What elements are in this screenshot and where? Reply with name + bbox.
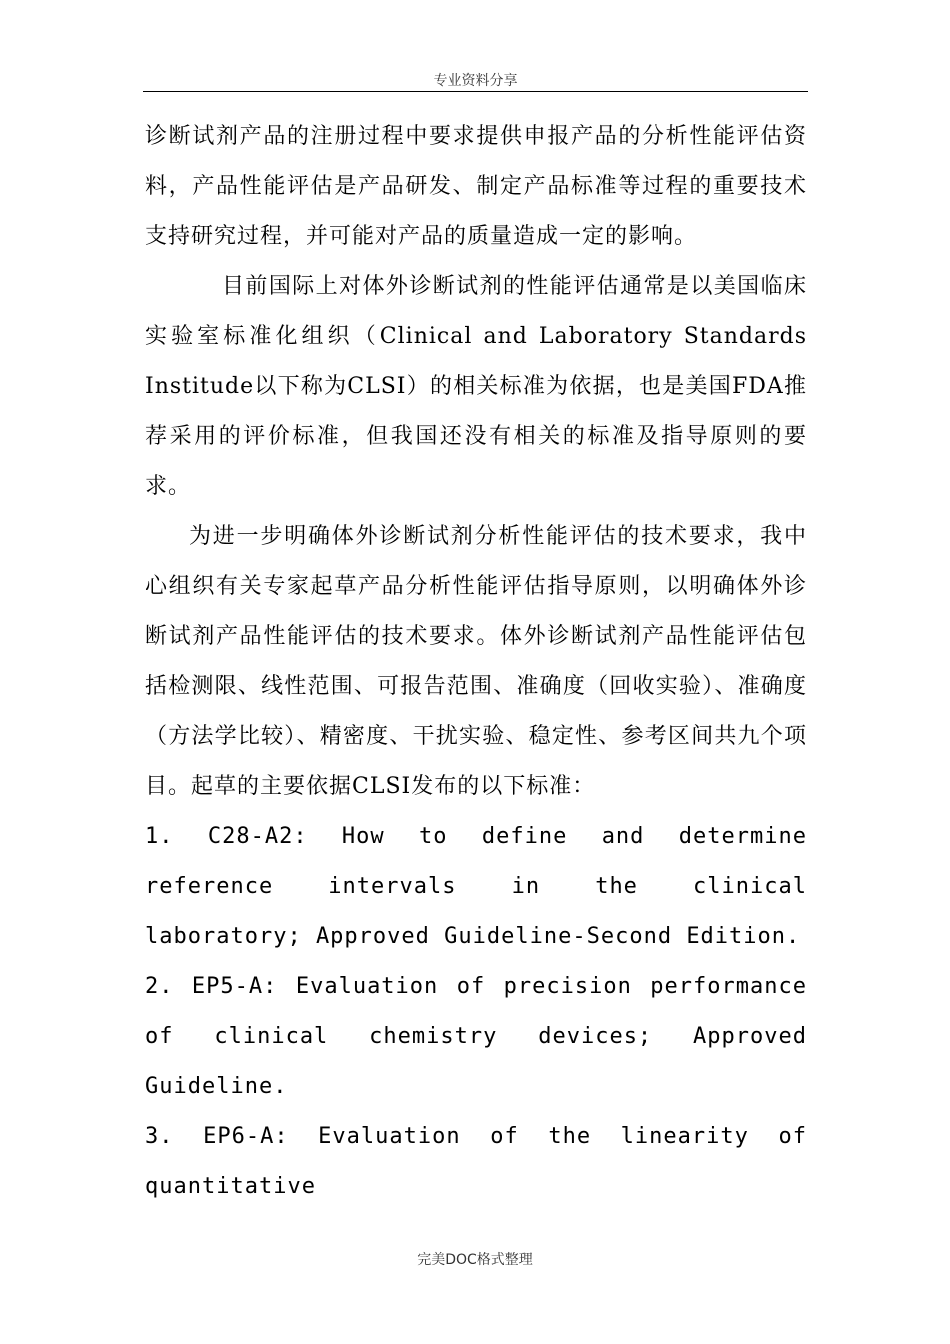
reference-item-2: 2. EP5-A: Evaluation of precision performance of clinical chemistry devices; Approved Guideline. — [145, 974, 807, 1099]
document-body — [145, 112, 807, 1212]
paragraph-3: 为进一步明确体外诊断试剂分析性能评估的技术要求，我中心组织有关专家起草产品分析性能评估指导原则，以明确体外诊断试剂产品性能评估的技术要求。体外诊断试剂产品性能评估包括检测限、线性范围、可报告范围、准确度（回收实验）、准确度（方法学比较）、精密度、干扰实验、稳定性、参考区间共九个项目。起草的主要依据CLSI发布的以下标准： — [145, 524, 807, 799]
page-footer: 完美DOC格式整理 — [417, 1252, 533, 1268]
reference-item-3: 3. EP6-A: Evaluation of the linearity of quantitative — [145, 1124, 807, 1199]
reference-item-1: 1. C28-A2: How to define and determine reference intervals in the clinical laboratory; Approved Guideline-Second Edition. — [145, 824, 807, 949]
header-divider — [143, 91, 808, 92]
paragraph-2: 目前国际上对体外诊断试剂的性能评估通常是以美国临床实验室标准化组织（Clinical and Laboratory Standards Institude以下称为CLSI）的相关标准为依据，也是美国FDA推荐采用的评价标准，但我国还没有相关的标准及指导原则的要求。 — [145, 274, 807, 499]
paragraph-1: 诊断试剂产品的注册过程中要求提供申报产品的分析性能评估资料，产品性能评估是产品研发、制定产品标准等过程的重要技术支持研究过程，并可能对产品的质量造成一定的影响。 — [145, 124, 807, 249]
page-header: 专业资料分享 — [433, 73, 518, 89]
